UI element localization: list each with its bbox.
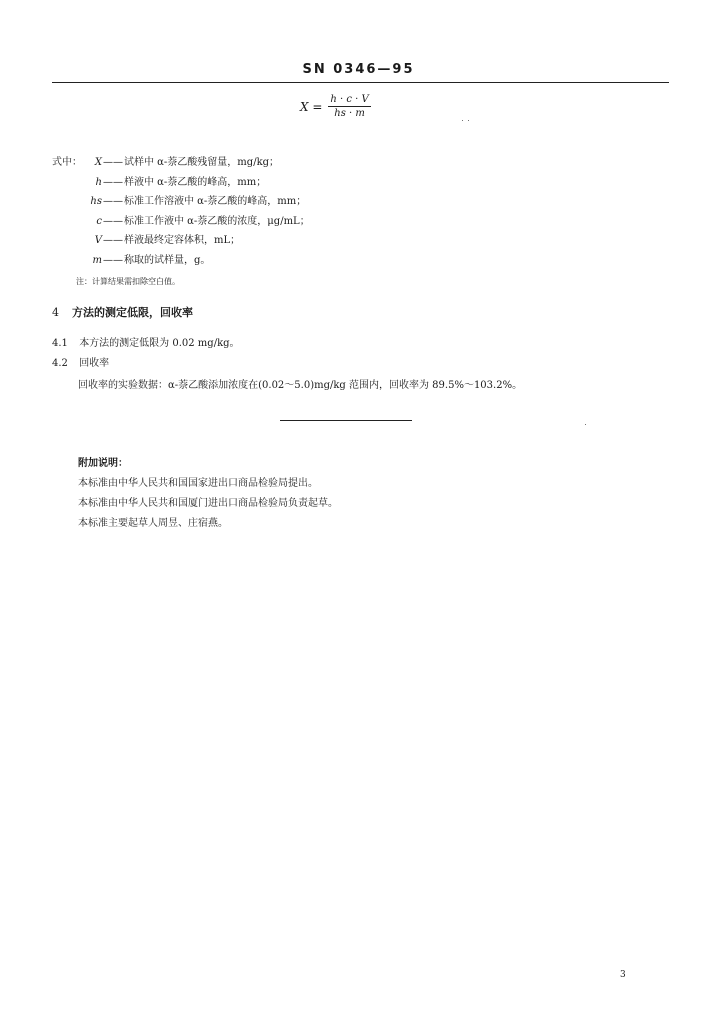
page-number: 3: [620, 970, 626, 980]
variable-symbol: c: [96, 215, 102, 227]
variable-dash: ——: [103, 215, 123, 227]
variable-description: 标准工作溶液中 α-萘乙酸的峰高，mm；: [124, 196, 307, 207]
variable-description: 样液最终定容体积，mL；: [124, 235, 241, 246]
header-rule: [52, 82, 669, 83]
variable-symbol: h: [95, 176, 102, 188]
clause-text: 本方法的测定低限为 0.02 mg/kg。: [79, 338, 240, 349]
variable-description: 标准工作液中 α-萘乙酸的浓度，μg/mL；: [124, 215, 310, 227]
additional-line: 本标准由中华人民共和国国家进出口商品检验局提出。: [78, 478, 318, 489]
clause-4-1: [52, 334, 240, 349]
formula-lhs: X =: [300, 99, 323, 114]
variable-row: [52, 251, 310, 271]
variable-definitions: [52, 153, 310, 270]
clause-number: 4.1: [52, 338, 68, 349]
section-title: 方法的测定低限，回收率: [72, 306, 193, 319]
calculation-note: 注：计算结果需扣除空白值。: [76, 277, 180, 286]
additional-line: 本标准由中华人民共和国厦门进出口商品检验局负责起草。: [78, 498, 338, 509]
formula-numerator: h · c · V: [330, 94, 369, 105]
scan-speck: [462, 120, 463, 121]
formula: [300, 94, 371, 119]
variable-description: 样液中 α-萘乙酸的峰高，mm；: [124, 176, 267, 188]
variable-row: [52, 212, 310, 232]
variable-symbol: V: [94, 235, 102, 246]
formula-fraction: [328, 94, 370, 119]
variable-dash: ——: [103, 235, 123, 246]
variable-dash: ——: [103, 157, 123, 168]
variable-symbol: X: [94, 157, 102, 168]
clause-number: 4.2: [52, 358, 68, 369]
variable-dash: ——: [103, 254, 123, 266]
clause-text: 回收率: [79, 358, 110, 369]
variable-row: [52, 192, 310, 212]
variable-row: [52, 173, 310, 193]
variable-description: 称取的试样量，g。: [124, 254, 211, 266]
section-number: 4: [52, 306, 59, 319]
variable-dash: ——: [103, 196, 123, 207]
section-4-heading: [52, 304, 193, 320]
variable-dash: ——: [103, 176, 123, 188]
additional-notes: [78, 454, 338, 534]
variable-symbol: m: [92, 254, 102, 266]
additional-notes-title: 附加说明：: [78, 458, 128, 469]
standard-code-header: SN 0346—95: [302, 62, 415, 77]
variable-row: [52, 153, 310, 173]
variable-row: [52, 231, 310, 251]
clause-4-2: [52, 354, 109, 369]
end-rule: [280, 420, 412, 421]
variable-description: 试样中 α-萘乙酸残留量，mg/kg；: [124, 157, 280, 168]
scan-speck: [585, 424, 586, 425]
where-label: 式中：: [52, 157, 82, 168]
recovery-data-text: 回收率的实验数据：α-萘乙酸添加浓度在(0.02～5.0)mg/kg 范围内，回收率为 89.5%～103.2%。: [78, 380, 523, 391]
variable-symbol: hs: [90, 196, 102, 207]
formula-denominator: hs · m: [334, 108, 365, 119]
scan-speck: [468, 120, 469, 121]
additional-line: 本标准主要起草人周昱、庄宿燕。: [78, 518, 228, 529]
